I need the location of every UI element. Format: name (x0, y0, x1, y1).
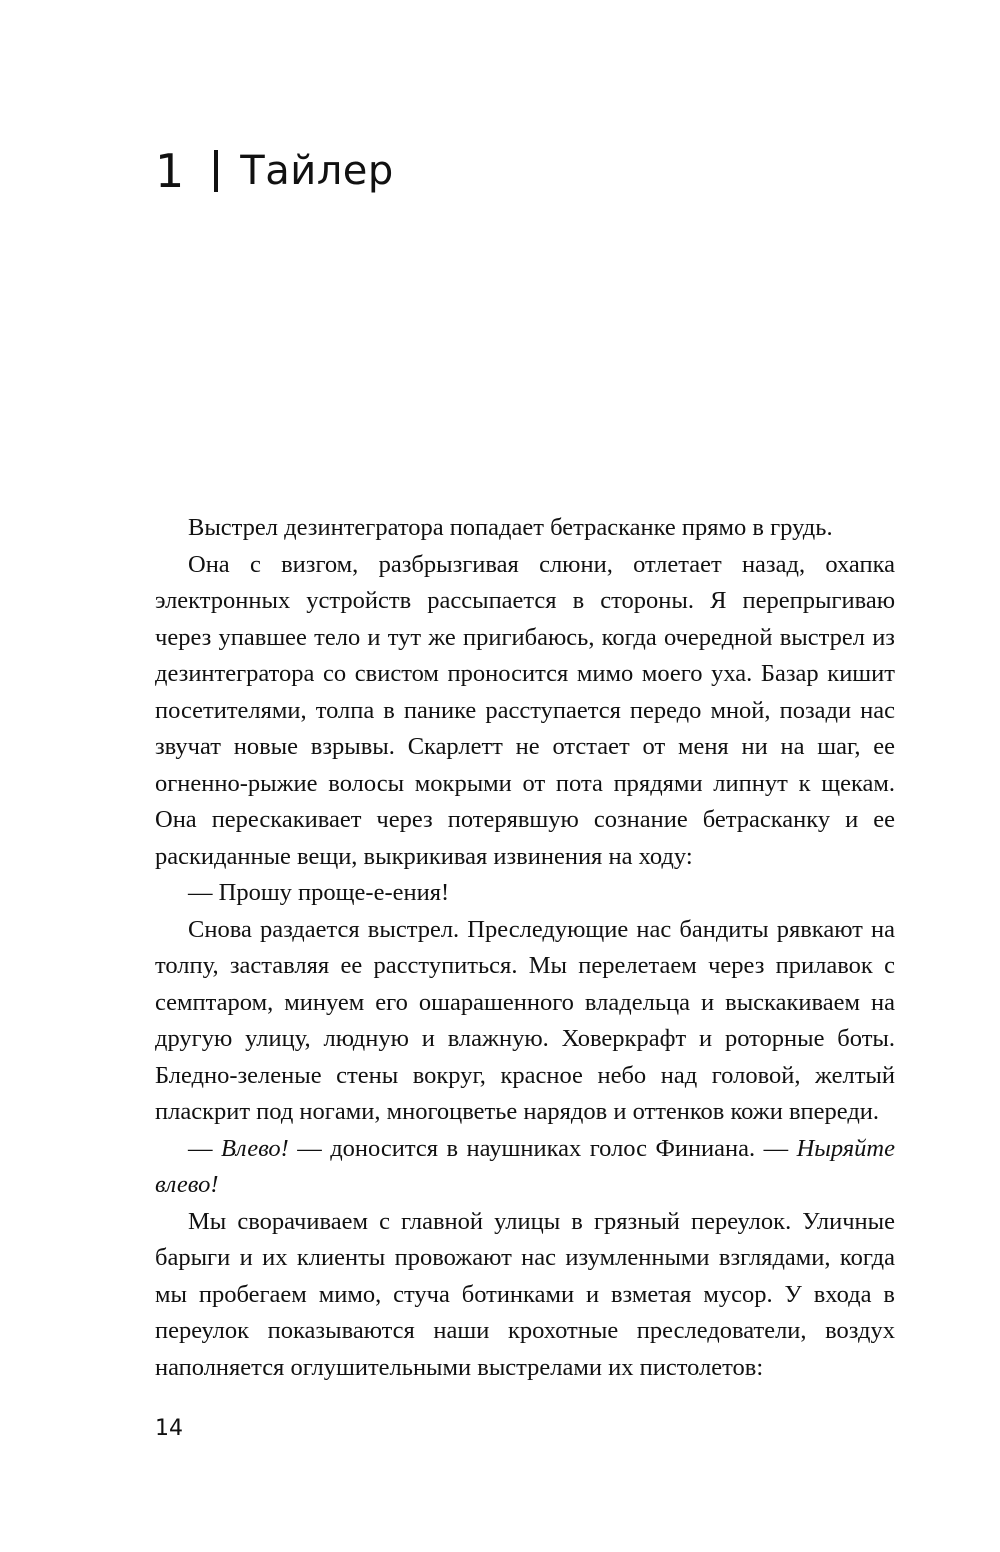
dialogue-paragraph (155, 1131, 895, 1204)
paragraph: Мы сворачиваем с главной улицы в грязный переулок. Уличные барыги и их клиенты провожают нас изумленными взглядами, когда мы пробегаем мимо, стуча ботинками и взметая мусор. У входа в переулок показываются наши крохотные преследователи, воздух наполняется оглушительными выстрелами их пистолетов: (155, 1207, 895, 1381)
dialogue-italic-dive-left: Ныряйте влево! (155, 1134, 895, 1198)
dialogue-dash: — (188, 1134, 221, 1162)
paragraph: Снова раздается выстрел. Преследующие нас бандиты рявкают на толпу, заставляя ее расступиться. Мы перелетаем через прилавок с семптаром, минуем его ошарашенного владельца и выскакиваем на другую улицу, людную и влажную. Ховеркрафт и роторные боты. Бледно-зеленые стены вокруг, красное небо над головой, желтый пласкрит под ногами, многоцветье нарядов и оттенков кожи впереди. (155, 915, 895, 1125)
chapter-title: Тайлер (240, 148, 394, 194)
text-body (155, 510, 895, 1386)
page-number: 14 (155, 1416, 183, 1441)
dialogue-attribution: — доносится в наушниках голос Финиана. — (288, 1134, 797, 1162)
dialogue-italic-left: Влево! (220, 1134, 289, 1162)
chapter-separator (214, 150, 218, 192)
chapter-number: 1 (155, 144, 185, 198)
chapter-heading (155, 144, 394, 198)
paragraph: Она с визгом, разбрызгивая слюни, отлетает назад, охапка электронных устройств рассыпается в стороны. Я перепрыгиваю через упавшее тело и тут же пригибаюсь, когда очередной выстрел из дезинтегратора со свистом проносится мимо моего уха. Базар кишит посетителями, толпа в панике расступается передо мной, позади нас звучат новые взрывы. Скарлетт не отстает от меня ни на шаг, ее огненно-рыжие волосы мокрыми от пота прядями липнут к щекам. Она перескакивает через потерявшую сознание бетрасканку и ее раскиданные вещи, выкрикивая извинения на ходу: (155, 550, 895, 870)
paragraph: Выстрел дезинтегратора попадает бетрасканке прямо в грудь. (188, 514, 833, 541)
paragraph: — Прошу проще-е-ения! (188, 879, 450, 906)
